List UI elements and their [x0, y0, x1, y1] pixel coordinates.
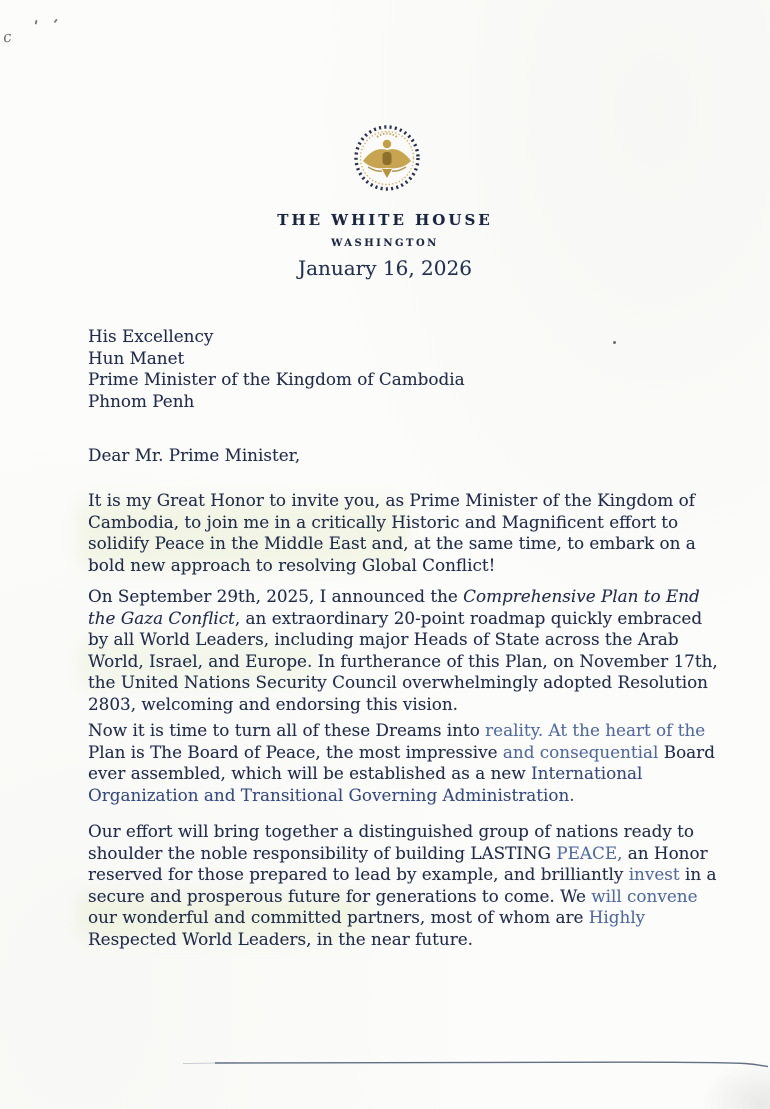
body-text-segment: , an extraordinary 20-point roadmap quickly embraced	[234, 607, 703, 628]
presidential-seal-icon	[350, 123, 424, 195]
body-text-segment: reality. At the heart of the	[485, 720, 706, 740]
letterhead-city: WASHINGTON	[331, 238, 439, 249]
body-line	[88, 651, 718, 673]
body-text-segment: invest	[628, 864, 680, 884]
recipient-honorific: His Excellency	[88, 326, 214, 346]
recipient-title: Prime Minister of the Kingdom of Cambodia	[88, 369, 465, 389]
body-line	[88, 763, 715, 785]
body-line	[88, 672, 718, 694]
body-text-segment: by all World Leaders, including major Heads of State across the Arab	[88, 629, 679, 649]
body-text-segment: shoulder the noble responsibility of building LASTING	[88, 842, 557, 863]
body-line	[88, 490, 696, 512]
body-text-segment: Our effort will bring together a distinguished group of nations ready to	[88, 821, 695, 841]
body-paragraph-2	[88, 586, 718, 715]
body-text-segment: Plan is The Board of Peace, the most impressive	[88, 741, 503, 762]
letter-date: January 16, 2026	[298, 256, 472, 280]
body-text-segment: our wonderful and committed partners, most of whom are	[88, 907, 589, 927]
body-line	[88, 843, 717, 865]
body-line	[88, 742, 715, 764]
body-text-segment: solidify Peace in the Middle East and, at the same time, to embark on a	[88, 533, 696, 553]
body-text-segment: the Gaza Conflict	[88, 607, 235, 628]
body-text-segment: World, Israel, and Europe. In furtherance of this Plan, on November 17th,	[88, 650, 718, 671]
body-text-segment: and consequential	[502, 741, 659, 762]
body-text-segment: an Honor	[622, 842, 708, 863]
body-line	[88, 512, 696, 534]
body-text-segment: the United Nations Security Council overwhelmingly adopted Resolution	[88, 672, 708, 692]
body-text-segment: Respected World Leaders, in the near future.	[88, 928, 474, 949]
body-text-segment: Highly	[588, 907, 646, 927]
recipient-address-block	[88, 326, 465, 412]
recipient-name: Hun Manet	[88, 347, 185, 368]
body-line	[88, 694, 718, 716]
body-text-segment: On September 29th, 2025, I announced the	[88, 586, 464, 606]
body-text-segment: secure and prosperous future for generations to come. We	[88, 885, 592, 906]
body-text-segment: ever assembled, which will be established as a new	[88, 763, 532, 783]
body-line	[88, 907, 717, 929]
body-text-segment: PEACE,	[556, 842, 623, 863]
body-text-segment: Organization and Transitional Governing Administration.	[88, 784, 575, 805]
body-text-segment: reserved for those prepared to lead by example, and brilliantly	[88, 864, 629, 884]
scan-artifact-bottom-line	[0, 1048, 770, 1078]
scan-artifact-tick-right: '	[45, 15, 61, 33]
body-text-segment: 2803, welcoming and endorsing this vision.	[88, 693, 458, 714]
body-text-segment: Now it is time to turn all of these Dreams into	[88, 720, 486, 740]
body-paragraph-4	[88, 821, 717, 950]
scan-artifact-corner-smudge	[700, 1059, 770, 1109]
body-line	[88, 555, 696, 577]
body-text-segment: Comprehensive Plan to End	[463, 586, 700, 606]
body-text-segment: will convene	[591, 885, 698, 906]
body-line	[88, 864, 717, 886]
body-line	[88, 608, 718, 630]
body-line	[88, 929, 717, 951]
letterhead-org-name: THE WHITE HOUSE	[277, 211, 493, 229]
scan-artifact-tick-left: '	[31, 16, 40, 36]
body-line	[88, 533, 696, 555]
body-paragraph-3	[88, 720, 715, 806]
body-text-segment: in a	[679, 864, 717, 884]
body-line	[88, 586, 718, 608]
body-paragraph-1	[88, 490, 696, 576]
body-line	[88, 821, 717, 843]
salutation: Dear Mr. Prime Minister,	[88, 445, 301, 465]
recipient-city: Phnom Penh	[88, 390, 195, 411]
body-line	[88, 720, 715, 742]
body-text-segment: It is my Great Honor to invite you, as Prime Minister of the Kingdom of	[88, 490, 695, 510]
body-text-segment: bold new approach to resolving Global Conflict!	[88, 554, 496, 575]
body-line	[88, 629, 718, 651]
body-text-segment: International	[531, 763, 643, 783]
body-line	[88, 886, 717, 908]
body-text-segment: Cambodia, to join me in a critically Historic and Magnificent effort to	[88, 511, 679, 532]
body-line	[88, 785, 715, 807]
scan-artifact-squiggle: c	[1, 27, 13, 47]
scan-artifact-dot	[613, 341, 616, 344]
body-text-segment: Board	[658, 741, 715, 762]
